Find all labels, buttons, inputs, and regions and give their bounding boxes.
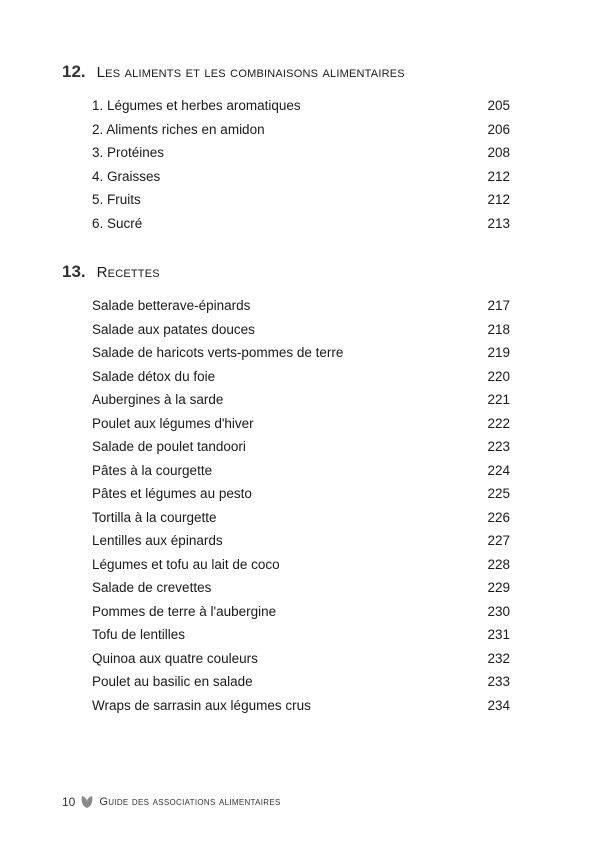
toc-entry [92,459,510,483]
toc-entry-page: 230 [487,603,510,619]
toc-entry-label: 3. Protéines [92,145,165,161]
toc-entry-label: 5. Fruits [92,192,141,208]
toc-entry-page: 224 [487,462,510,478]
toc-entry-label: Aubergines à la sarde [92,392,224,408]
toc-entry-page: 233 [487,674,510,690]
toc-entry [92,600,510,624]
toc-entry-label: Wraps de sarrasin aux légumes crus [92,697,311,713]
toc-entry-page: 222 [487,415,510,431]
toc-entry-page: 227 [487,533,510,549]
toc-entry-label: Salade de crevettes [92,580,212,596]
toc-entry-page: 218 [487,321,510,337]
toc-entry [92,694,510,718]
toc-entry-label: Salade de haricots verts-pommes de terre [92,345,344,361]
toc-entry-label: Salade aux patates douces [92,321,255,337]
toc-list [92,94,510,235]
page-footer [62,793,281,811]
toc-entry [92,365,510,389]
toc-entry-page: 220 [487,368,510,384]
toc-entry [92,670,510,694]
toc-entry-label: Légumes et tofu au lait de coco [92,556,280,572]
section-number: 12. [62,62,86,81]
toc-entry-label: Pâtes à la courgette [92,462,213,478]
toc-entry-label: 4. Graisses [92,168,161,184]
toc-entry [92,318,510,342]
toc-entry [92,188,510,212]
section-title: Les aliments et les combinaisons alimentaires [96,64,405,81]
toc-entry [92,212,510,236]
toc-entry-label: Quinoa aux quatre couleurs [92,650,258,666]
toc-entry-label: Pâtes et légumes au pesto [92,486,252,502]
toc-entry [92,94,510,118]
toc-entry-page: 232 [487,650,510,666]
toc-entry-label: 2. Aliments riches en amidon [92,121,265,137]
toc-entry-page: 212 [487,192,510,208]
toc-entry-page: 231 [487,627,510,643]
toc-entry [92,623,510,647]
toc-entry-label: 1. Légumes et herbes aromatiques [92,98,301,114]
toc-entry [92,294,510,318]
toc-entry-label: Pommes de terre à l'aubergine [92,603,277,619]
toc-entry [92,647,510,671]
section-title: Recettes [96,264,160,281]
footer-book-title: Guide des associations alimentaires [99,796,281,808]
toc-entry-label: Lentilles aux épinards [92,533,223,549]
toc-entry [92,553,510,577]
toc-entry-page: 229 [487,580,510,596]
toc-entry-page: 205 [487,98,510,114]
toc-entry-label: Salade détox du foie [92,368,216,384]
footer-page-number: 10 [62,795,76,809]
toc-entry [92,118,510,142]
section-13 [0,262,600,717]
toc-entry-label: Salade de poulet tandoori [92,439,246,455]
toc-entry [92,341,510,365]
section-heading [62,262,600,284]
section-12 [0,62,600,235]
toc-entry [92,412,510,436]
toc-entry [92,482,510,506]
toc-entry-page: 219 [487,345,510,361]
toc-entry-page: 234 [487,697,510,713]
toc-entry-page: 221 [487,392,510,408]
section-number: 13. [62,262,86,281]
toc-entry [92,165,510,189]
toc-entry-page: 213 [487,215,510,231]
leaf-icon [80,795,94,809]
toc-entry-label: Salade betterave-épinards [92,298,251,314]
toc-entry-page: 217 [487,298,510,314]
toc-entry-page: 226 [487,509,510,525]
toc-entry-label: Tortilla à la courgette [92,509,217,525]
toc-entry-label: 6. Sucré [92,215,143,231]
toc-entry-page: 225 [487,486,510,502]
section-heading [62,62,600,84]
toc-entry [92,529,510,553]
toc-entry [92,576,510,600]
toc-entry-page: 223 [487,439,510,455]
toc-entry [92,141,510,165]
toc-entry-page: 206 [487,121,510,137]
toc-entry [92,506,510,530]
toc-entry-label: Poulet aux légumes d'hiver [92,415,254,431]
toc-entry-page: 212 [487,168,510,184]
toc-entry-label: Poulet au basilic en salade [92,674,253,690]
toc-list [92,294,510,717]
toc-entry-label: Tofu de lentilles [92,627,186,643]
toc-entry-page: 208 [487,145,510,161]
toc-entry [92,435,510,459]
toc-entry [92,388,510,412]
toc-entry-page: 228 [487,556,510,572]
